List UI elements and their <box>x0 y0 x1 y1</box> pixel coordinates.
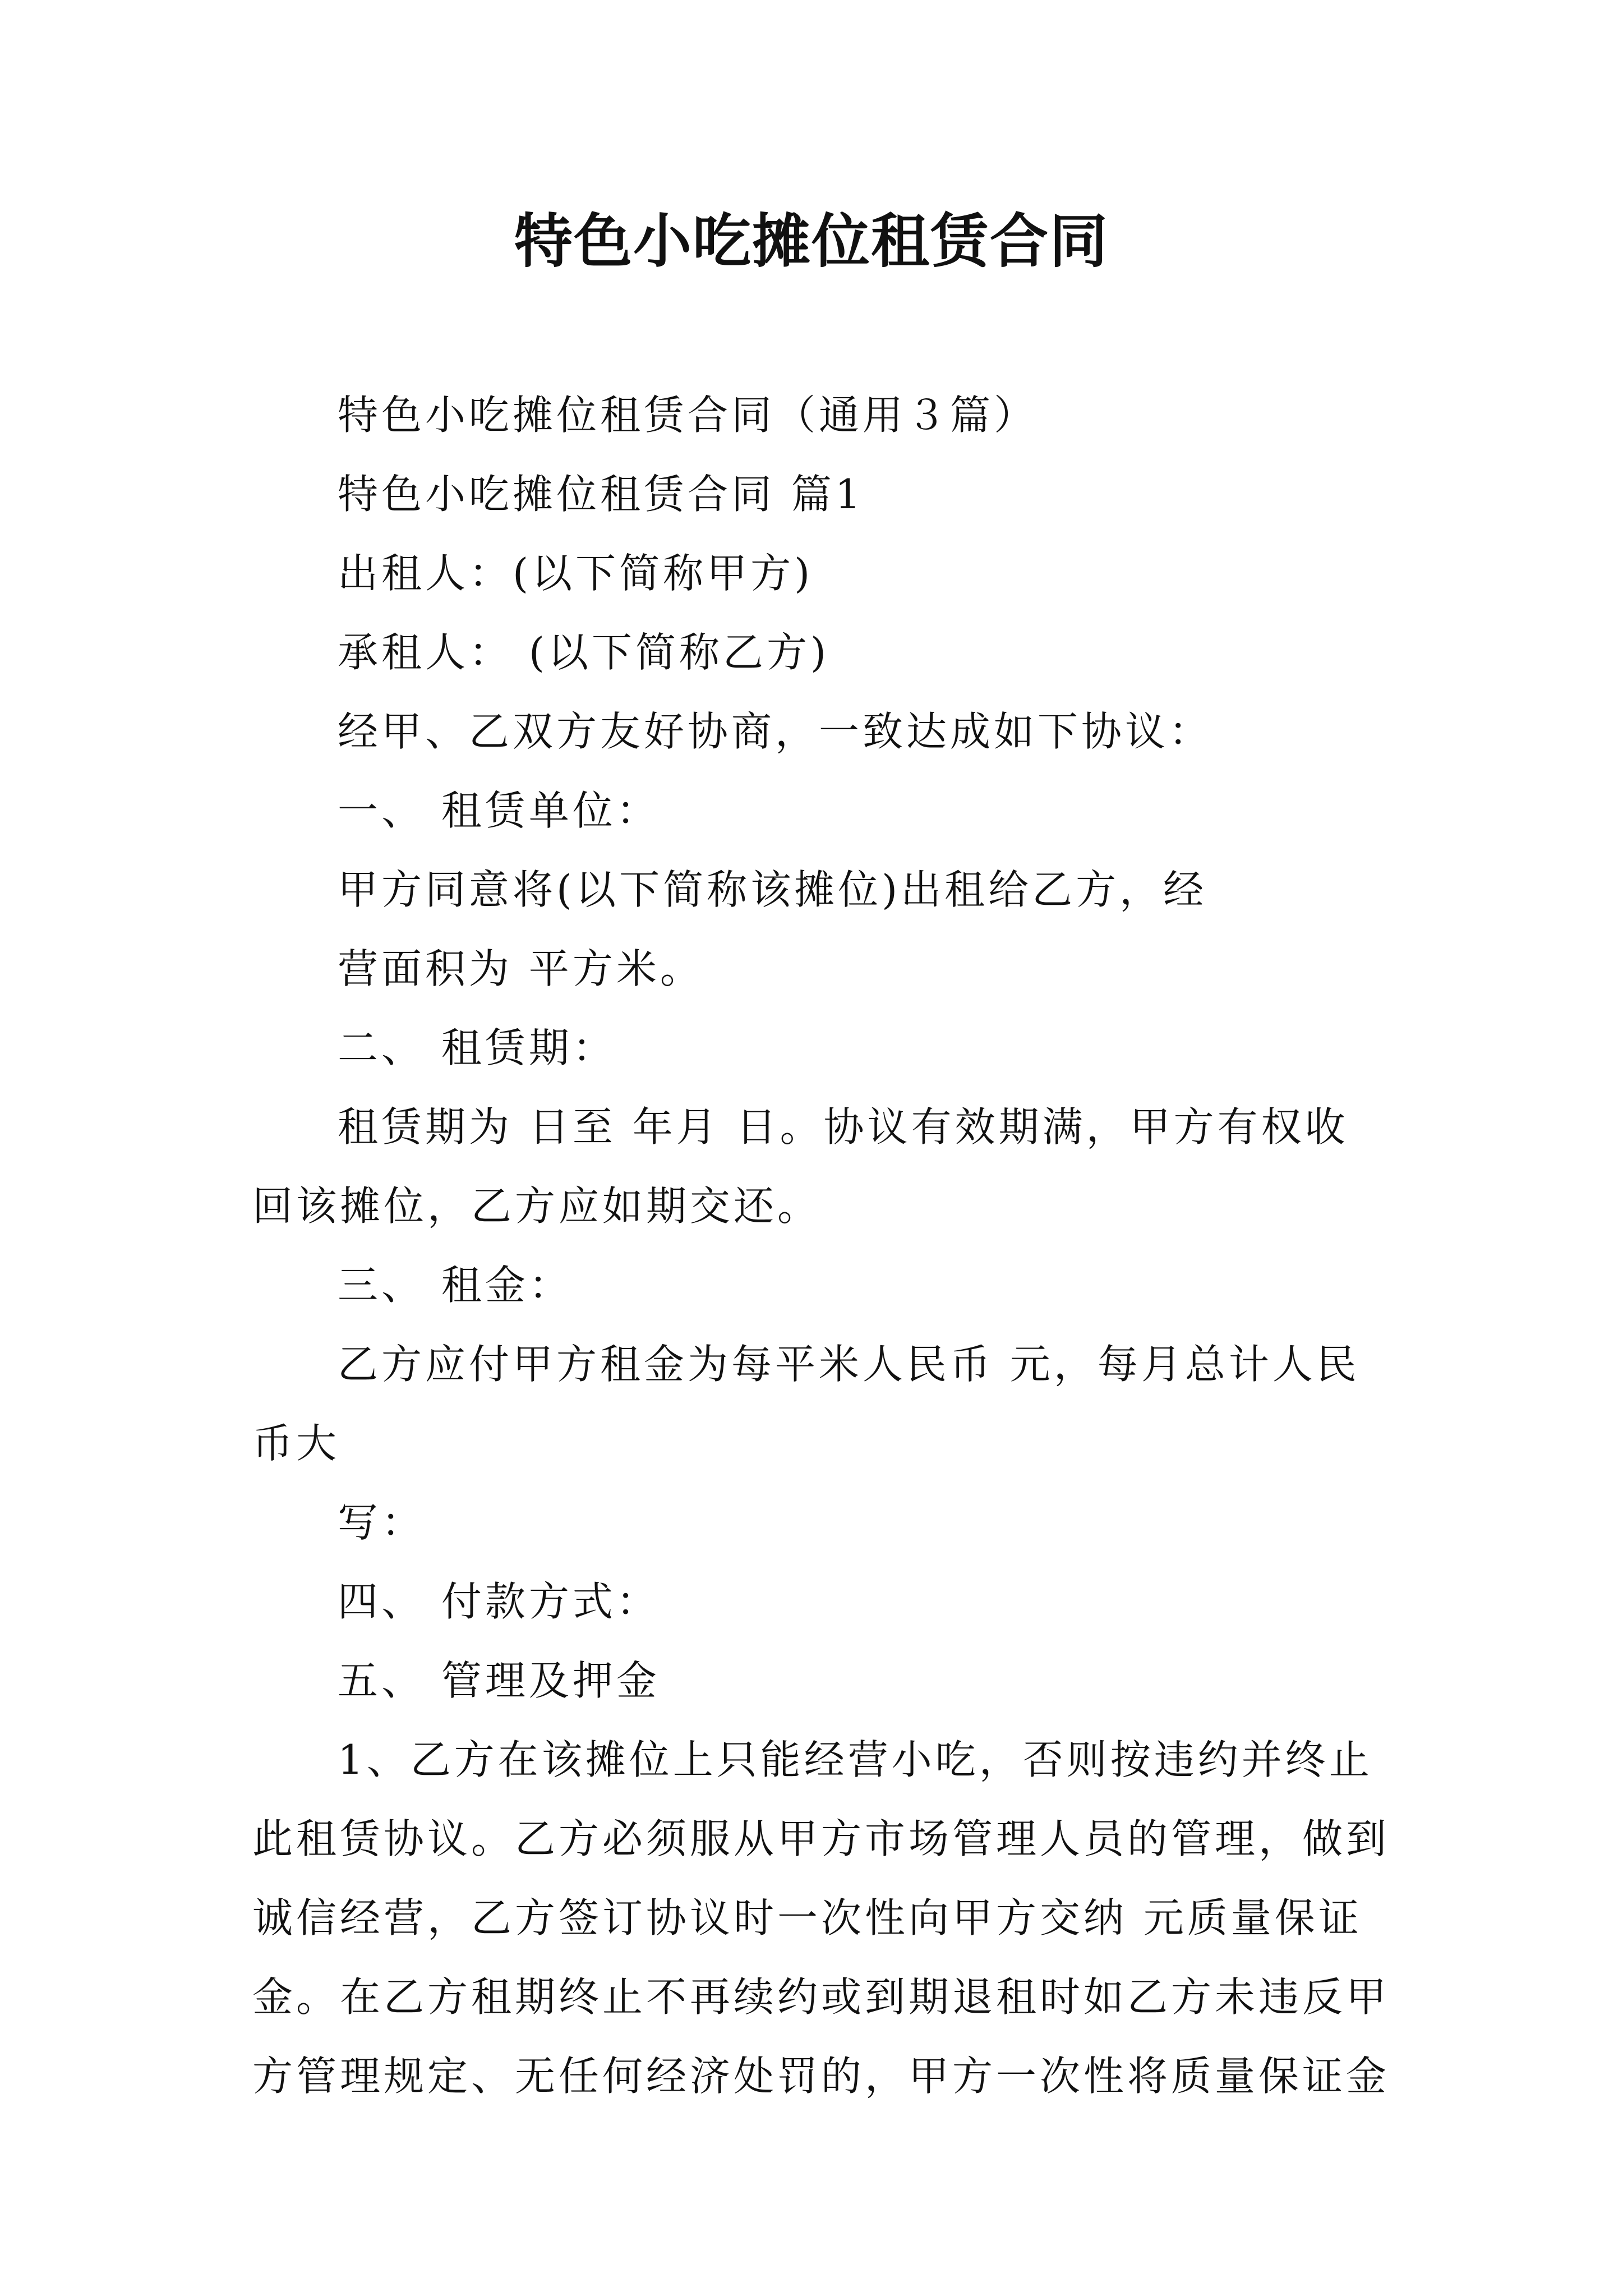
paragraph-line: 写： <box>338 1499 426 1546</box>
section-heading: 三、 租金： <box>338 1262 573 1309</box>
section-heading: 二、 租赁期： <box>338 1024 616 1071</box>
paragraph-line: 租赁期为 日至 年月 日。协议有效期满，甲方有权收 <box>338 1103 1349 1151</box>
paragraph-line: 方管理规定、无任何经济处罚的，甲方一次性将质量保证金 <box>252 2053 1390 2100</box>
paragraph-line: 甲方同意将(以下简称该摊位)出租给乙方，经 <box>338 866 1207 913</box>
paragraph-line: 金。在乙方租期终止不再续约或到期退租时如乙方未违反甲 <box>252 1973 1390 2021</box>
paragraph-line: 经甲、乙双方友好协商，一致达成如下协议： <box>338 708 1213 755</box>
paragraph-line: 乙方应付甲方租金为每平米人民币 元，每月总计人民 <box>338 1341 1360 1388</box>
section-heading: 四、 付款方式： <box>338 1578 660 1625</box>
paragraph-line: 营面积为 平方米。 <box>338 945 704 992</box>
paragraph-line: 出租人：(以下简称甲方) <box>338 550 814 597</box>
paragraph-line: 币大 <box>252 1420 340 1467</box>
document-body <box>252 376 1391 2116</box>
paragraph-line: 诚信经营，乙方签订协议时一次性向甲方交纳 元质量保证 <box>252 1894 1362 1941</box>
paragraph-line: 回该摊位，乙方应如期交还。 <box>252 1182 822 1230</box>
section-heading: 一、 租赁单位： <box>338 787 660 834</box>
paragraph-line: 特色小吃摊位租赁合同（通用３篇） <box>338 392 1038 439</box>
paragraph-line: 承租人： (以下简称乙方) <box>338 629 830 676</box>
paragraph-line: 此租赁协议。乙方必须服从甲方市场管理人员的管理，做到 <box>252 1815 1390 1862</box>
section-heading: 五、 管理及押金 <box>338 1657 660 1704</box>
paragraph-line: 特色小吃摊位租赁合同 篇1 <box>338 471 864 518</box>
paragraph-line: 1、乙方在该摊位上只能经营小吃，否则按违约并终止 <box>338 1736 1373 1783</box>
document-title: 特色小吃摊位租赁合同 <box>514 206 1109 275</box>
